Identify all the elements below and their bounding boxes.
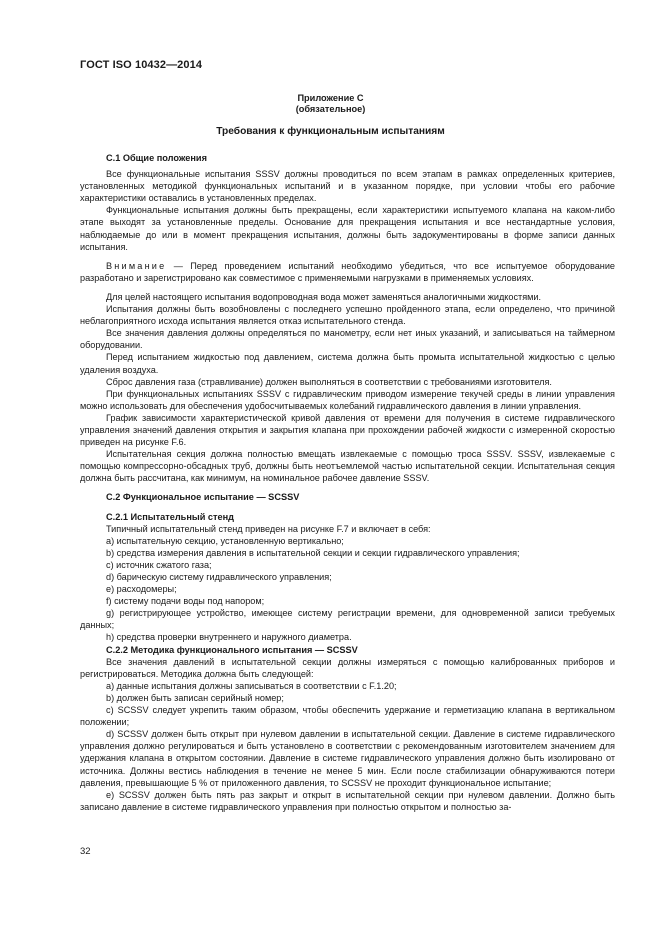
annex-subtitle: (обязательное) — [295, 104, 366, 114]
subsection-title-c22: С.2.2 Методика функционального испытания — SCSSV — [106, 644, 358, 655]
paragraph: Перед испытанием жидкостью под давлением, система должна быть промыта испытательной жидкостью с целью удаления воздуха. — [80, 352, 615, 375]
paragraph: При функциональных испытаниях SSSV с гидравлическим приводом измерение текучей среды в линии управления можно использовать для обеспечения удобосчитываемых колебаний гидравлического давления в линии управления. — [80, 388, 615, 411]
list-item: f) систему подачи воды под напором; — [106, 596, 265, 607]
list-item: c) источник сжатого газа; — [106, 559, 212, 570]
paragraph: График зависимости характеристической кривой давления от времени для получения в системе гидравлического управления значений давления открытия и закрытия клапана при прохождении рабочей жидкости с измеренной скоростью приведен на рисунке F.6. — [80, 412, 615, 448]
annex-main-title: Требования к функциональным испытаниям — [216, 126, 445, 137]
paragraph: Для целей настоящего испытания водопроводная вода может заменяться аналогичными жидкостями. — [106, 291, 542, 302]
paragraph: Типичный испытательный стенд приведен на рисунке F.7 и включает в себя: — [106, 523, 431, 534]
paragraph: Испытания должны быть возобновлены с последнего успешно пройденного этапа, если определено, что причиной неблагоприятного исхода испытания является отказ испытательного стенда. — [80, 304, 615, 327]
paragraph: Все значения давлений в испытательной секции должны измеряться с помощью калиброванных приборов и регистрироваться. Методика должна быть следующей: — [80, 656, 615, 679]
page-number: 32 — [80, 846, 91, 857]
paragraph: Испытательная секция должна полностью вмещать извлекаемые с помощью троса SSSV. SSSV, извлекаемые с помощью компрессорно-обсадных труб, должны быть неотъемлемой частью испытательной секции. Испытательная секция должна быть рассчитана, как минимум, на номинальное рабочее давление SSSV. — [80, 449, 615, 484]
list-item: e) SCSSV должен быть пять раз закрыт и открыт в испытательной секции при нулевом давлении. Должно быть записано давление в системе гидравлического управления при полностью открытом и полностью за- — [80, 789, 615, 812]
list-item: b) средства измерения давления в испытательной секции и секции гидравлического управления; — [106, 547, 520, 558]
paragraph: Функциональные испытания должны быть прекращены, если характеристики испытуемого клапана на каком-либо этапе выходят за установленные пределы. Основание для прекращения испытания и все нестандартные условия, наблюдаемые до или в момент прекращения испытания, должны быть задокументированы в форме записи данных испытания. — [80, 205, 615, 252]
list-item: a) данные испытания должны записываться в соответствии с F.1.20; — [106, 680, 397, 691]
note-text: — Перед проведением испытаний необходимо убедиться, что все испытуемое оборудование разработано и зарегистрировано как совместимое с применяемыми нагрузками в применяемых условиях. — [80, 260, 615, 283]
list-item: c) SCSSV следует укрепить таким образом, чтобы обеспечить удержание и герметизацию клапана в вертикальном положении; — [80, 705, 615, 728]
list-item: a) испытательную секцию, установленную вертикально; — [106, 535, 344, 546]
annex-heading-block — [80, 93, 581, 137]
list-item: b) должен быть записан серийный номер; — [106, 692, 284, 703]
section-title-c1: С.1 Общие положения — [106, 153, 207, 163]
annex-title: Приложение С — [297, 93, 364, 103]
list-item: g) регистрирующее устройство, имеющее систему регистрации времени, для одновременной записи требуемых данных; — [80, 608, 615, 631]
subsection-title-c21: С.2.1 Испытательный стенд — [106, 511, 235, 522]
list-item: d) SCSSV должен быть открыт при нулевом давлении в испытательной секции. Давление в системе гидравлического управления должно регулироваться и быть установлено в соответствии с рекомендованным изготовителем значением для удержания клапана в открытом состоянии. Давление в системе гидравлического управления должно быть изолировано от источника. Должны вестись наблюдения в течение не менее 5 мин. Если после стабилизации обнаруживаются потери давления, превышающие 5 % от приложенного давления, то SCSSV не проходит функциональное испытание; — [80, 729, 615, 788]
list-item: e) расходомеры; — [106, 584, 177, 595]
document-body — [80, 152, 615, 813]
section-title-c2: С.2 Функциональное испытание — SCSSV — [106, 492, 300, 503]
document-header: ГОСТ ISO 10432—2014 — [80, 59, 203, 71]
note-label: Внимание — [106, 260, 167, 271]
list-item: h) средства проверки внутреннего и наружного диаметра. — [106, 632, 352, 643]
paragraph: Все значения давления должны определяться по манометру, если нет иных указаний, и записываться на таймерном оборудовании. — [80, 328, 615, 351]
list-item: d) барическую систему гидравлического управления; — [106, 572, 332, 582]
paragraph: Все функциональные испытания SSSV должны проводиться по всем этапам в рамках определенных критериев, установленных методикой функциональных испытаний и в указанном порядке, при условии чтобы его рабочие характеристики оставались в установленных пределах. — [80, 169, 615, 204]
paragraph: Сброс давления газа (стравливание) должен выполняться в соответствии с требованиями изготовителя. — [106, 376, 552, 387]
note-paragraph — [80, 260, 615, 284]
